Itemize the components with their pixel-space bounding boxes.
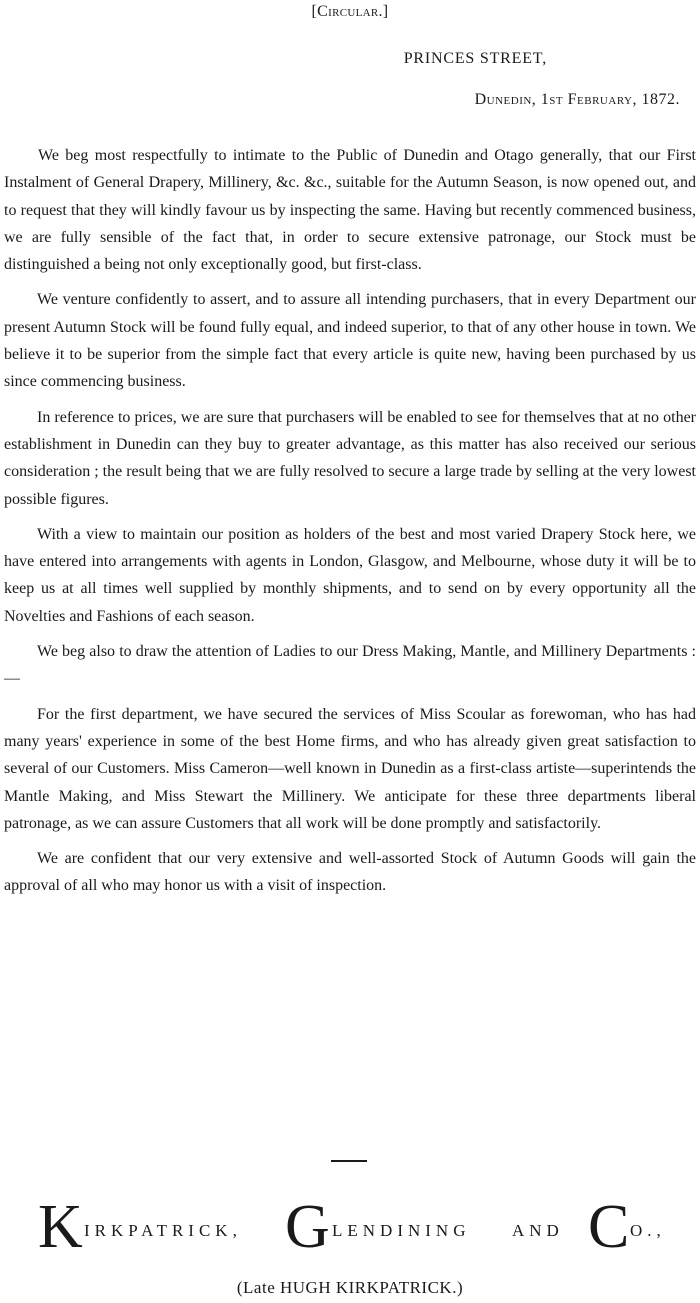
paragraph-intro: We beg most respectfully to intimate to the Public of Dunedin and Otago generally, that our First Instalment of General Drapery, Millinery, &c. &c., suitable for the Autumn Season, is now opened out, and to request that they will kindly favour us by inspecting the same. Having but recently commenced business, we are fully sensible of the fact that, in order to secure extensive patronage, our Stock must be distinguished a being not only exceptionally good, but first-class.	[4, 147, 696, 274]
firm-signature	[30, 1193, 680, 1266]
paragraph-stock: We venture confidently to assert, and to assure all intending purchasers, that in every Department our present Autumn Stock will be found fully equal, and indeed superior, to that of any other house in town. We believe it to be superior from the simple fact that every article is quite new, having been purchased by us since commencing business.	[4, 291, 696, 391]
signature-initial-c: C	[588, 1193, 630, 1261]
paragraph-agents: With a view to maintain our position as holders of the best and most varied Drapery Stock here, we have entered into arrangements with agents in London, Glasgow, and Melbourne, whose duty it will be to keep us at all times well supplied by monthly shipments, and to send on by every opportunity all the Novelties and Fashions of each season.	[4, 525, 696, 625]
divider-rule	[331, 1160, 367, 1162]
paragraph-staff: For the first department, we have secured the services of Miss Scoular as forewoman, who has had many years' experience in some of the best Home firms, and who has already given great satisfaction to several of our Customers. Miss Cameron—well known in Dunedin as a first-class artiste—superintends the Mantle Making, and Miss Stewart the Millinery. We anticipate for these three departments liberal patronage, as we can assure Customers that all work will be done promptly and satisfactorily.	[4, 705, 696, 832]
paragraph-prices: In reference to prices, we are sure that purchasers will be enabled to see for themselves that at no other establishment in Dunedin can they buy to greater advantage, as this matter has also received our serious consideration ; the result being that we are fully resolved to secure a large trade by selling at the very lowest possible figures.	[4, 408, 696, 508]
signature-kirkpatrick: IRKPATRICK,	[84, 1221, 242, 1240]
signature-and: AND	[512, 1221, 564, 1240]
signature-lendining: LENDINING	[332, 1221, 471, 1240]
late-note: (Late HUGH KIRKPATRICK.)	[236, 1278, 464, 1297]
street-address: PRINCES STREET,	[403, 50, 547, 67]
signature-initial-g: G	[285, 1193, 330, 1261]
paragraph-departments: We beg also to draw the attention of Ladies to our Dress Making, Mantle, and Millinery Departments :—	[4, 643, 696, 688]
paragraph-closing: We are confident that our very extensive and well-assorted Stock of Autumn Goods will gain the approval of all who may honor us with a visit of inspection.	[4, 850, 696, 895]
signature-co: O.,	[630, 1221, 666, 1240]
letter-body	[4, 142, 696, 908]
dateline: Dunedin, 1st February, 1872.	[474, 91, 680, 108]
circular-heading: [Circular.]	[311, 3, 389, 20]
signature-initial-k: K	[38, 1193, 83, 1261]
